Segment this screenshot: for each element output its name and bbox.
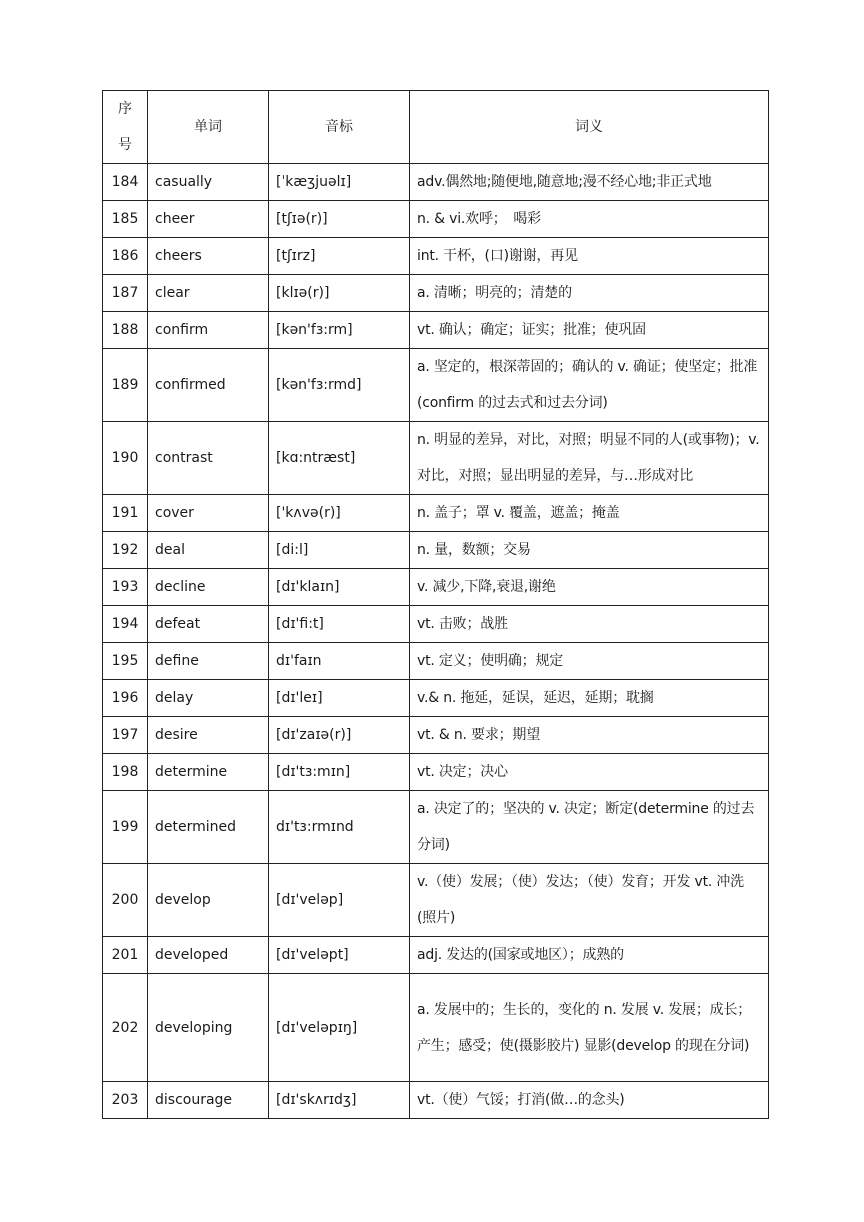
table-row [103, 275, 769, 312]
row-word: develop [148, 864, 269, 937]
row-number: 189 [103, 349, 148, 422]
row-phonetic: [dɪ'veləp] [269, 864, 410, 937]
row-meaning: vt. & n. 要求；期望 [410, 717, 769, 754]
table-row [103, 164, 769, 201]
row-word: clear [148, 275, 269, 312]
row-number: 194 [103, 606, 148, 643]
row-meaning: vt. 定义；使明确；规定 [410, 643, 769, 680]
row-phonetic: [dɪ'klaɪn] [269, 569, 410, 606]
table-row [103, 201, 769, 238]
row-meaning: int. 干杯，(口)谢谢，再见 [410, 238, 769, 275]
row-phonetic: [tʃɪə(r)] [269, 201, 410, 238]
row-word: confirmed [148, 349, 269, 422]
table-row [103, 1082, 769, 1119]
row-phonetic: [dɪ'skʌrɪdʒ] [269, 1082, 410, 1119]
row-number: 197 [103, 717, 148, 754]
row-number: 200 [103, 864, 148, 937]
row-meaning: a. 决定了的；坚决的 v. 决定；断定(determine 的过去分词) [410, 791, 769, 864]
table-row [103, 791, 769, 864]
row-phonetic: ['kʌvə(r)] [269, 495, 410, 532]
row-meaning: adj. 发达的(国家或地区）；成熟的 [410, 937, 769, 974]
row-phonetic: [kən'fɜ:rm] [269, 312, 410, 349]
row-meaning: n. 明显的差异，对比，对照；明显不同的人(或事物)；v. 对比，对照；显出明显的差异，与…形成对比 [410, 422, 769, 495]
row-meaning: a. 发展中的；生长的，变化的 n. 发展 v. 发展；成长；产生；感受；使(摄影胶片) 显影(develop 的现在分词) [410, 974, 769, 1082]
row-word: defeat [148, 606, 269, 643]
row-number: 196 [103, 680, 148, 717]
table-row [103, 974, 769, 1082]
row-phonetic: [tʃɪrz] [269, 238, 410, 275]
row-meaning: vt.（使）气馁；打消(做…的念头) [410, 1082, 769, 1119]
table-row [103, 238, 769, 275]
row-word: determine [148, 754, 269, 791]
row-number: 187 [103, 275, 148, 312]
table-row [103, 606, 769, 643]
row-phonetic: [kən'fɜ:rmd] [269, 349, 410, 422]
header-row [103, 91, 769, 164]
row-word: decline [148, 569, 269, 606]
row-word: define [148, 643, 269, 680]
row-meaning: n. 盖子；罩 v. 覆盖，遮盖；掩盖 [410, 495, 769, 532]
row-number: 199 [103, 791, 148, 864]
table-row [103, 717, 769, 754]
row-word: cheer [148, 201, 269, 238]
row-phonetic: [dɪ'fi:t] [269, 606, 410, 643]
row-number: 198 [103, 754, 148, 791]
row-phonetic: [dɪ'veləpɪŋ] [269, 974, 410, 1082]
row-number: 185 [103, 201, 148, 238]
row-phonetic: [kɑ:ntræst] [269, 422, 410, 495]
table-row [103, 422, 769, 495]
table-row [103, 937, 769, 974]
row-phonetic: [ˈkæʒjuəlɪ] [269, 164, 410, 201]
row-number: 186 [103, 238, 148, 275]
row-word: deal [148, 532, 269, 569]
row-meaning: v.（使）发展；（使）发达；（使）发育；开发 vt. 冲洗(照片) [410, 864, 769, 937]
row-phonetic: [dɪ'leɪ] [269, 680, 410, 717]
row-word: casually [148, 164, 269, 201]
row-word: delay [148, 680, 269, 717]
row-number: 184 [103, 164, 148, 201]
row-meaning: n. 量，数额；交易 [410, 532, 769, 569]
table-row [103, 680, 769, 717]
table-row [103, 643, 769, 680]
row-word: desire [148, 717, 269, 754]
table-row [103, 864, 769, 937]
row-phonetic: [klɪə(r)] [269, 275, 410, 312]
row-number: 203 [103, 1082, 148, 1119]
row-meaning: vt. 击败；战胜 [410, 606, 769, 643]
row-phonetic: [dɪ'veləpt] [269, 937, 410, 974]
table-row [103, 349, 769, 422]
table-row [103, 312, 769, 349]
row-meaning: vt. 决定；决心 [410, 754, 769, 791]
row-number: 201 [103, 937, 148, 974]
vocabulary-table [102, 90, 769, 1119]
row-meaning: vt. 确认；确定；证实；批准；使巩固 [410, 312, 769, 349]
table-row [103, 569, 769, 606]
row-word: cheers [148, 238, 269, 275]
header-meaning: 词义 [410, 91, 769, 164]
row-phonetic: dɪ'tɜ:rmɪnd [269, 791, 410, 864]
table-row [103, 495, 769, 532]
row-word: discourage [148, 1082, 269, 1119]
row-word: determined [148, 791, 269, 864]
row-word: developed [148, 937, 269, 974]
table-row [103, 532, 769, 569]
row-number: 195 [103, 643, 148, 680]
row-phonetic: [dɪ'tɜ:mɪn] [269, 754, 410, 791]
table-row [103, 754, 769, 791]
row-meaning: v. 减少,下降,衰退,谢绝 [410, 569, 769, 606]
row-number: 192 [103, 532, 148, 569]
row-number: 202 [103, 974, 148, 1082]
row-word: contrast [148, 422, 269, 495]
row-meaning: n. & vi.欢呼； 喝彩 [410, 201, 769, 238]
row-meaning: v.& n. 拖延，延误，延迟，延期；耽搁 [410, 680, 769, 717]
row-meaning: adv.偶然地;随便地,随意地;漫不经心地;非正式地 [410, 164, 769, 201]
row-meaning: a. 清晰；明亮的；清楚的 [410, 275, 769, 312]
row-number: 190 [103, 422, 148, 495]
row-word: confirm [148, 312, 269, 349]
header-num: 序号 [103, 91, 148, 164]
row-number: 188 [103, 312, 148, 349]
row-word: developing [148, 974, 269, 1082]
row-phonetic: [dɪ'zaɪə(r)] [269, 717, 410, 754]
row-phonetic: [di:l] [269, 532, 410, 569]
row-number: 191 [103, 495, 148, 532]
row-meaning: a. 坚定的，根深蒂固的；确认的 v. 确证；使坚定；批准(confirm 的过去式和过去分词) [410, 349, 769, 422]
row-phonetic: dɪ'faɪn [269, 643, 410, 680]
row-word: cover [148, 495, 269, 532]
row-number: 193 [103, 569, 148, 606]
header-phonetic: 音标 [269, 91, 410, 164]
header-word: 单词 [148, 91, 269, 164]
